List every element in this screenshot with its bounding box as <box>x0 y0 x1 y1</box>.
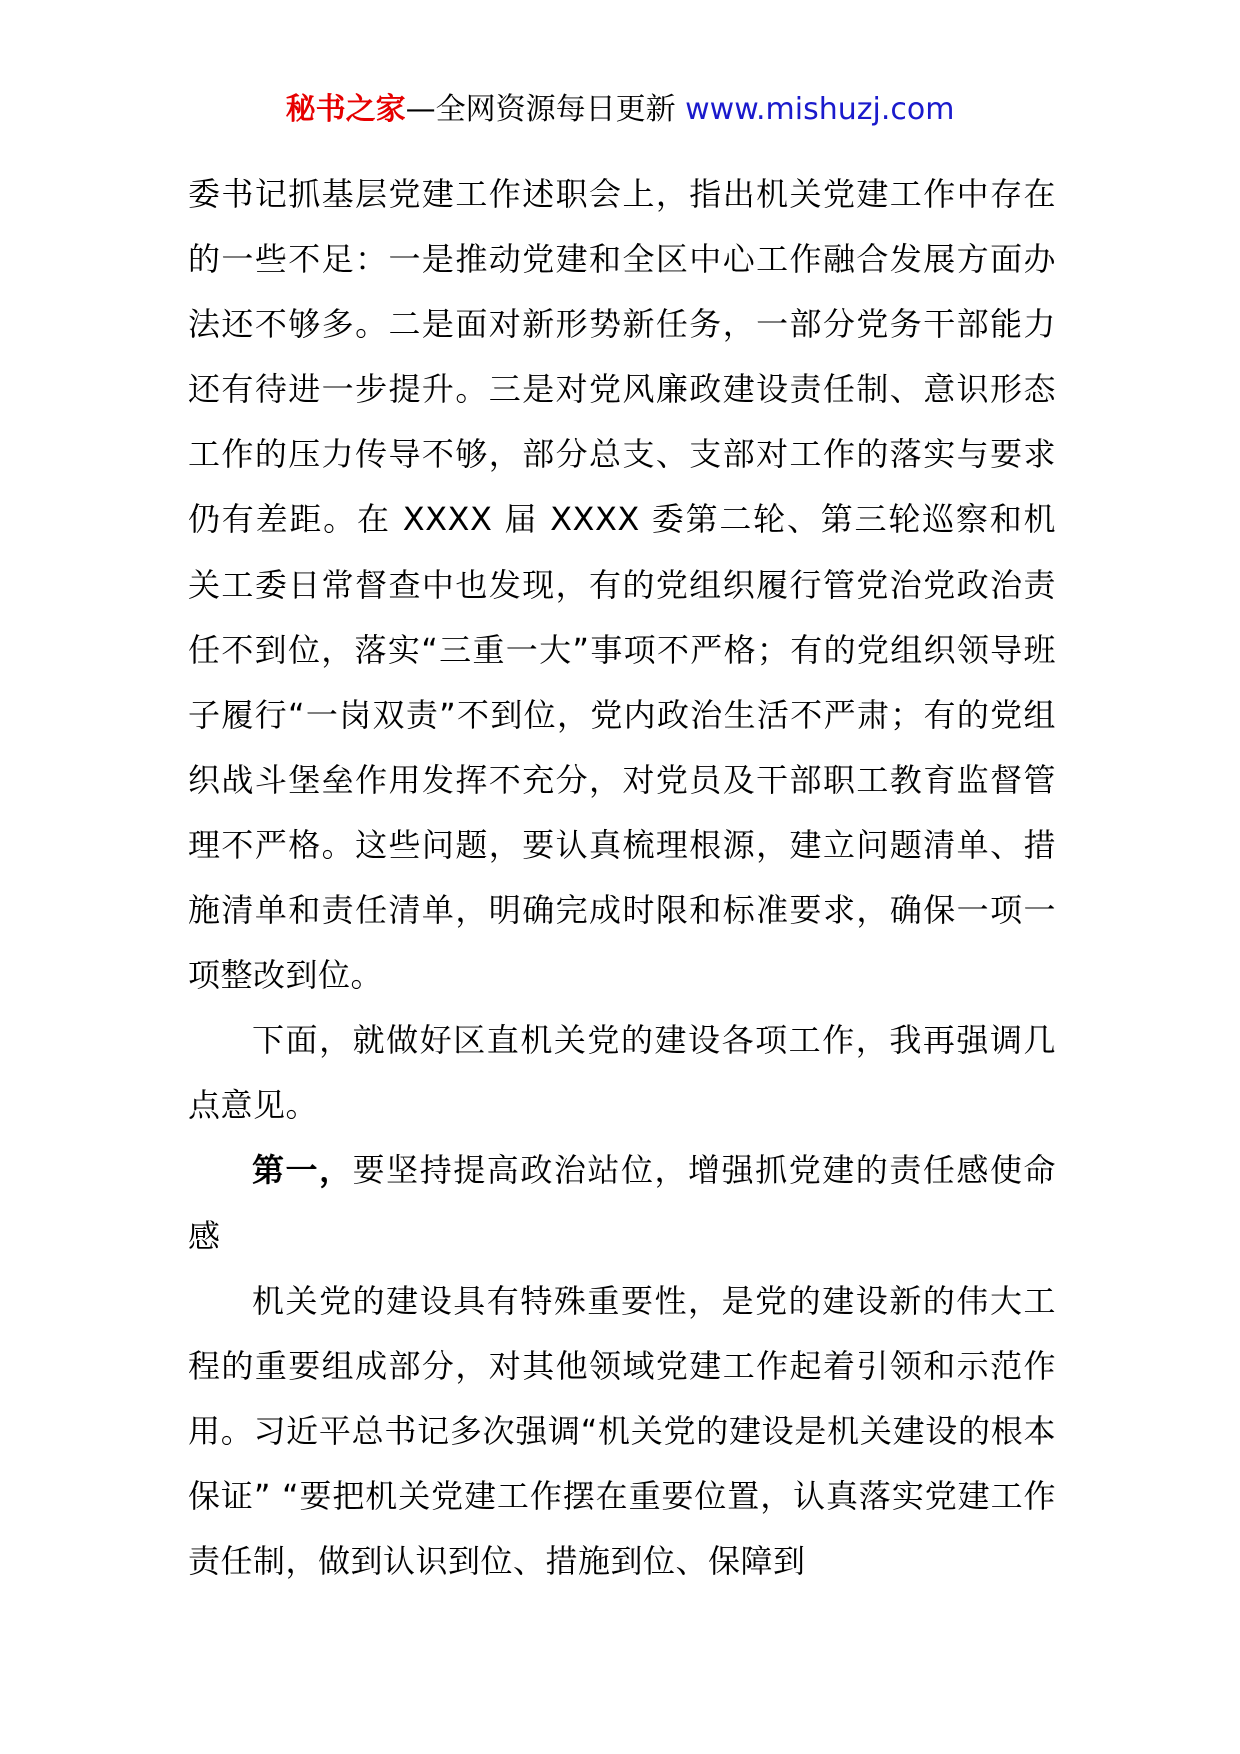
section-heading-number: 第一， <box>252 1151 353 1190</box>
paragraph-section-body: 机关党的建设具有特殊重要性，是党的建设新的伟大工程的重要组成部分，对其他领域党建工作起着引领和示范作用。习近平总书记多次强调“机关党的建设是机关建设的根本保证” “要把机关党建工作摆在重要位置，认真落实党建工作责任制，做到认识到位、措施到位、保障到 <box>188 1281 1056 1580</box>
section-heading <box>188 1138 1056 1268</box>
site-tagline: —全网资源每日更新 <box>405 92 676 127</box>
section-heading-text: 要坚持提高政治站位，增强抓党建的责任感使命感 <box>188 1151 1056 1255</box>
site-brand: 秘书之家 <box>285 92 406 127</box>
paragraph-continued: 委书记抓基层党建工作述职会上，指出机关党建工作中存在的一些不足：一是推动党建和全区中心工作融合发展方面办法还不够多。二是面对新形势新任务，一部分党务干部能力还有待进一步提升。三是对党风廉政建设责任制、意识形态工作的压力传导不够，部分总支、支部对工作的落实与要求仍有差距。在 XXXX 届 XXXX 委第二轮、第三轮巡察和机关工委日常督查中也发现，有的党组织履行管党治党政治责任不到位，落实“三重一大”事项不严格；有的党组织领导班子履行“一岗双责”不到位，党内政治生活不严肃；有的党组织战斗堡垒作用发挥不充分，对党员及干部职工教育监督管理不严格。这些问题，要认真梳理根源，建立问题清单、措施清单和责任清单，明确完成时限和标准要求，确保一项一项整改到位。 <box>188 175 1056 995</box>
document-body <box>188 162 1056 1594</box>
paragraph-intro: 下面，就做好区直机关党的建设各项工作，我再强调几点意见。 <box>188 1021 1056 1125</box>
document-header <box>0 90 1240 130</box>
site-url[interactable]: www.mishuzj.com <box>685 92 955 127</box>
